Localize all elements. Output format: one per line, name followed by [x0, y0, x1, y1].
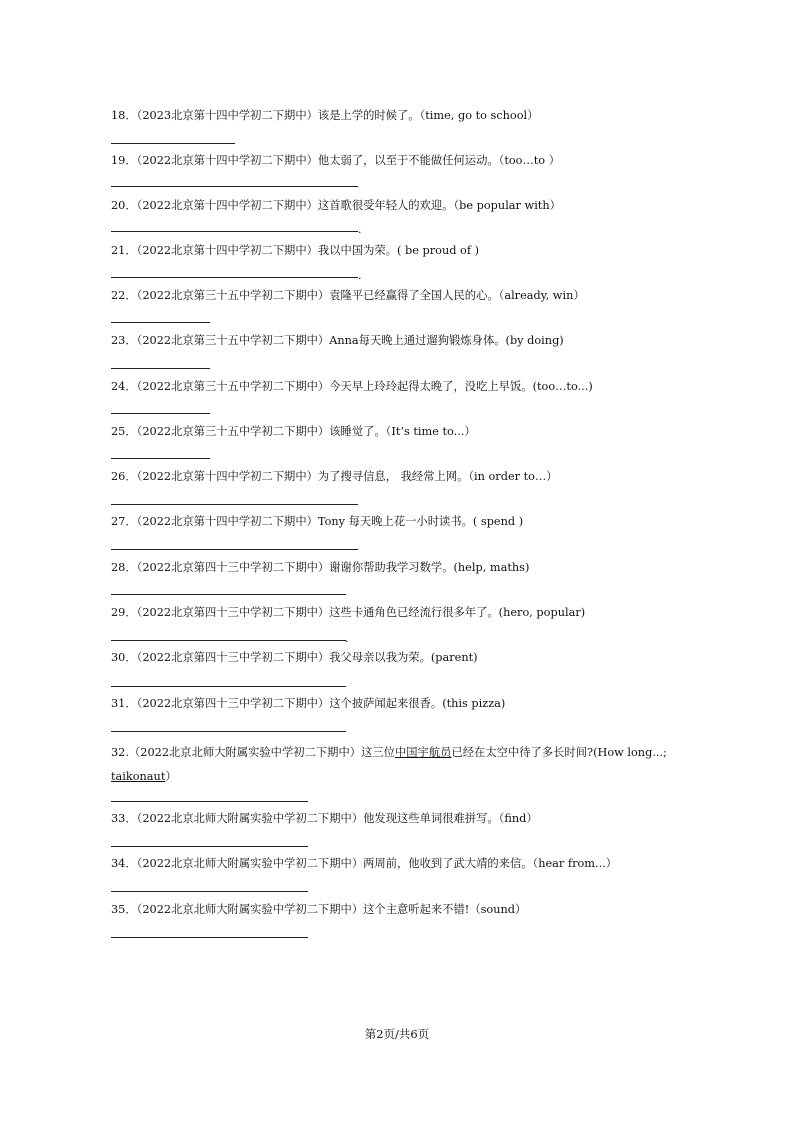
answer-line-24[interactable]	[111, 413, 210, 414]
answer-line-19[interactable]	[111, 186, 358, 187]
question-32-middle: 已经在太空中待了多长时间?(How long...;	[451, 746, 667, 759]
answer-line-20[interactable]	[111, 231, 358, 232]
question-35: 35．（2022北京北师大附属实验中学初二下期中）这个主意听起来不错!（sound）	[111, 903, 527, 916]
answer-line-28[interactable]	[111, 594, 346, 595]
question-18: 18．（2023北京第十四中学初二下期中）该是上学的时候了。（time, go to school）	[111, 109, 539, 122]
answer-line-31[interactable]	[111, 731, 346, 732]
answer-line-32[interactable]	[111, 801, 308, 802]
answer-line-30[interactable]	[111, 686, 346, 687]
page-number-footer: 第2页/共6页	[364, 1027, 430, 1041]
answer-line-23[interactable]	[111, 368, 210, 369]
answer-line-35[interactable]	[111, 937, 308, 938]
answer-line-25[interactable]	[111, 458, 210, 459]
question-32-suffix: ）	[165, 770, 177, 783]
question-19: 19．（2022北京第十四中学初二下期中）他太弱了，以至于不能做任何运动。（too…to ）	[111, 154, 560, 167]
question-33: 33．（2022北京北师大附属实验中学初二下期中）他发现这些单词很难拼写。（find）	[111, 812, 538, 825]
question-25: 25．（2022北京第三十五中学初二下期中）该睡觉了。（It’s time to...）	[111, 425, 476, 438]
answer-line-34[interactable]	[111, 891, 308, 892]
answer-line-18[interactable]	[111, 143, 235, 144]
question-20: 20．（2022北京第十四中学初二下期中）这首歌很受年轻人的欢迎。（be popular with）	[111, 199, 561, 212]
question-27: 27．（2022北京第十四中学初二下期中）Tony 每天晚上花一小时读书。( spend )	[111, 515, 524, 528]
question-28: 28．（2022北京第四十三中学初二下期中）谢谢你帮助我学习数学。(help, maths)	[111, 561, 530, 574]
question-26: 26．（2022北京第十四中学初二下期中）为了搜寻信息， 我经常上网。（in order to…）	[111, 470, 558, 483]
answer-line-27[interactable]	[111, 549, 358, 550]
answer-period-21: .	[358, 269, 362, 282]
question-31: 31．（2022北京第四十三中学初二下期中）这个披萨闻起来很香。(this pizza)	[111, 697, 506, 710]
question-22: 22．（2022北京第三十五中学初二下期中）袁隆平已经赢得了全国人民的心。（already, win）	[111, 289, 585, 302]
question-29: 29．（2022北京第四十三中学初二下期中）这些卡通角色已经流行很多年了。(hero, popular)	[111, 606, 586, 619]
answer-period-29: .	[345, 632, 349, 645]
question-21: 21．（2022北京第十四中学初二下期中）我以中国为荣。( be proud of )	[111, 244, 480, 257]
question-32-keyword: taikonaut	[111, 770, 166, 783]
answer-line-22[interactable]	[111, 322, 210, 323]
answer-line-26[interactable]	[111, 504, 358, 505]
answer-period-20: .	[358, 223, 362, 236]
question-24: 24．（2022北京第三十五中学初二下期中）今天早上玲玲起得太晚了，没吃上早饭。(too…to...)	[111, 380, 593, 393]
question-30: 30．（2022北京第四十三中学初二下期中）我父母亲以我为荣。(parent)	[111, 651, 478, 664]
question-34: 34．（2022北京北师大附属实验中学初二下期中）两周前，他收到了武大靖的来信。（hear from...）	[111, 857, 618, 870]
question-32	[111, 741, 696, 789]
question-23: 23．（2022北京第三十五中学初二下期中）Anna每天晚上通过遛狗锻炼身体。(by doing)	[111, 334, 564, 347]
answer-line-33[interactable]	[111, 846, 308, 847]
answer-line-21[interactable]	[111, 277, 358, 278]
question-32-underlined-term: 中国宇航员	[394, 746, 452, 759]
question-32-prefix: 32.（2022北京北师大附属实验中学初二下期中）这三位	[111, 746, 395, 759]
answer-line-29[interactable]	[111, 640, 346, 641]
